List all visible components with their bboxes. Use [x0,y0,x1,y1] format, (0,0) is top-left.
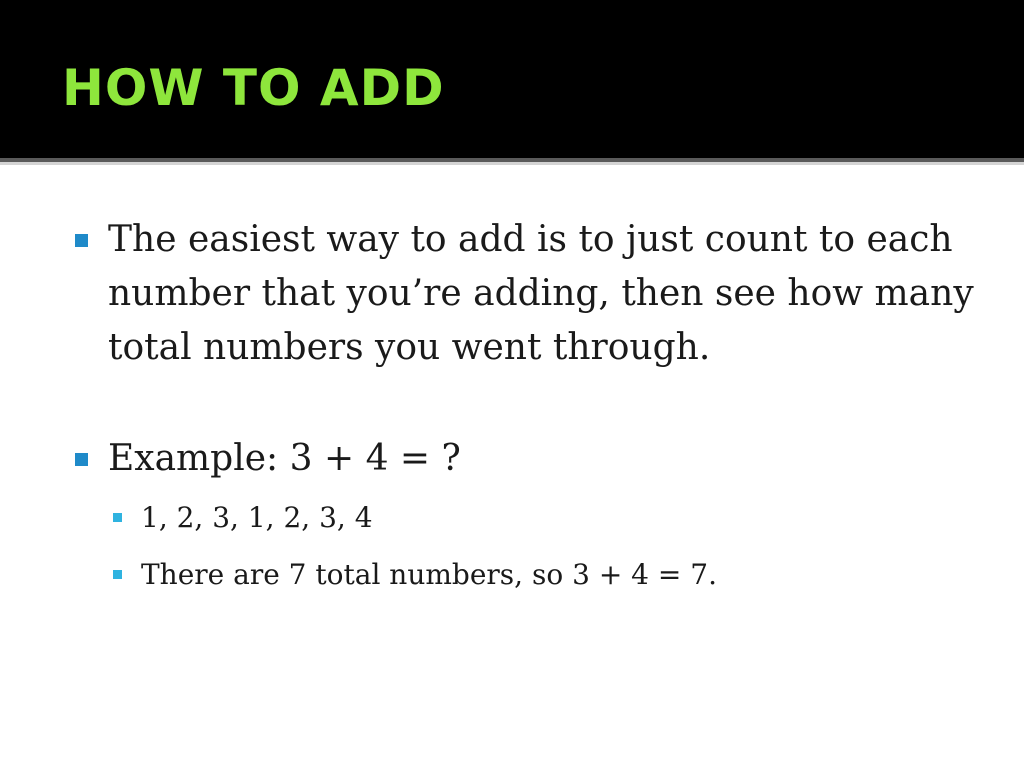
bullet-item: Example: 3 + 4 = ? [108,438,461,479]
bullet-item: The easiest way to add is to just count to each number that you’re adding, then see how many total numbers you went through. [108,219,974,368]
sub-bullet-marker-icon [113,513,122,522]
bullet-marker-icon [75,234,88,247]
slide-title: HOW TO ADD [62,59,445,117]
bullet-marker-icon [75,453,88,466]
sub-bullet-item: 1, 2, 3, 1, 2, 3, 4 [141,501,373,534]
sub-bullet-item: There are 7 total numbers, so 3 + 4 = 7. [141,558,717,591]
sub-bullet-marker-icon [113,570,122,579]
